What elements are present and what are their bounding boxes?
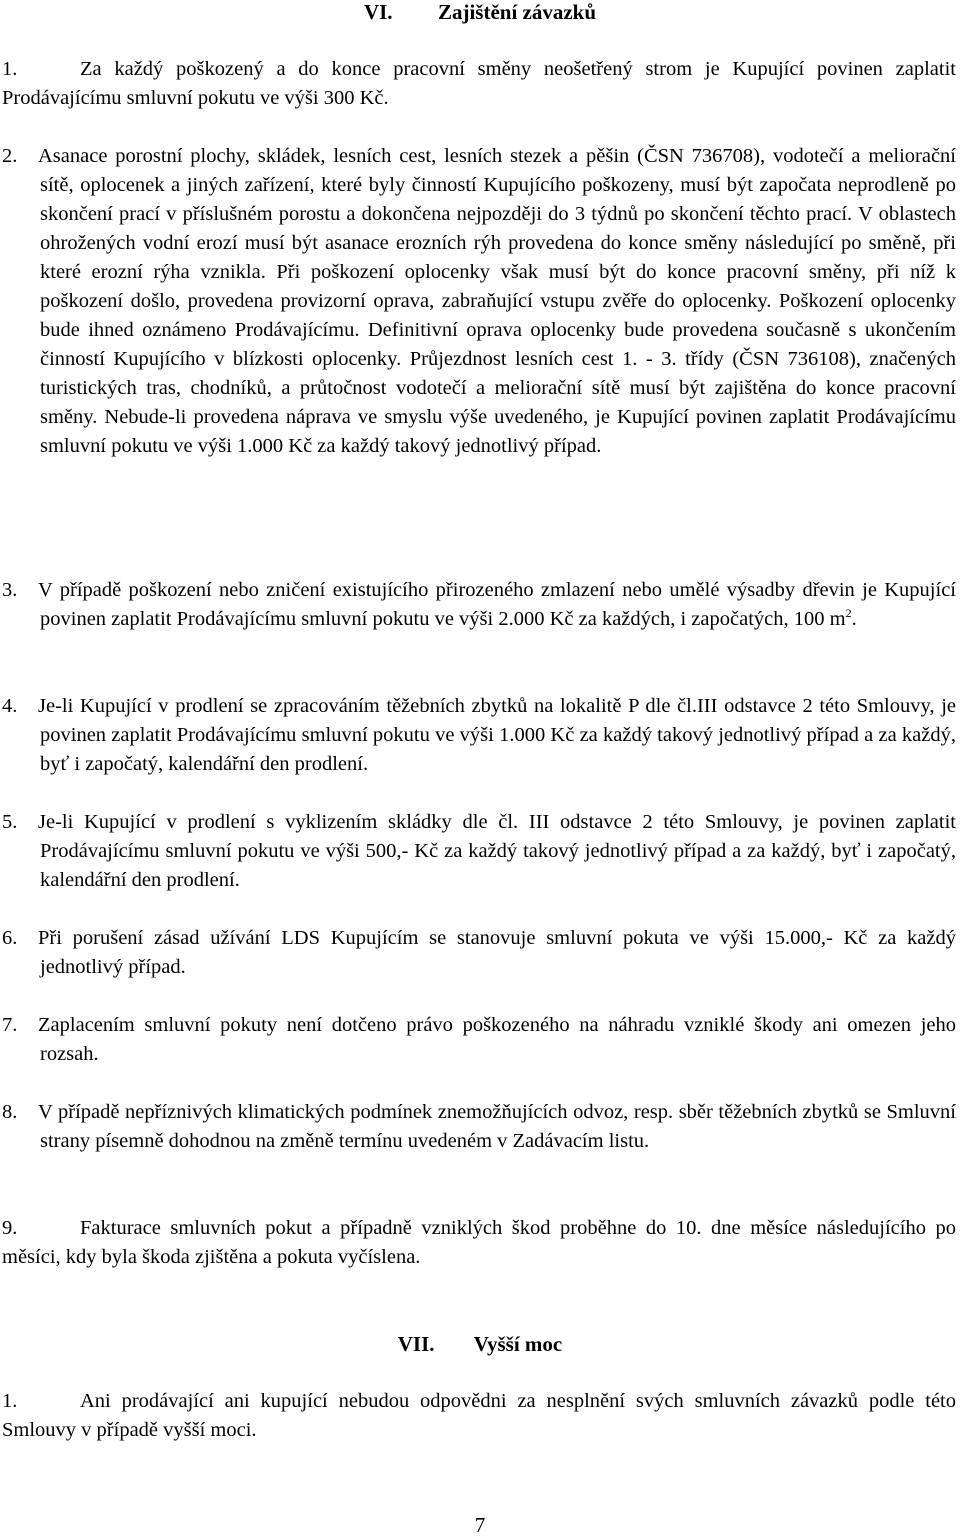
clause-5 — [2, 808, 956, 895]
clause-tail: . — [851, 608, 857, 630]
clause-6 — [2, 924, 956, 982]
section-number: VII. — [397, 1332, 435, 1356]
clause-text: Fakturace smluvních pokut a případně vzniklých škod proběhne do 10. dne měsíce následujícího po měsíci, kdy byla škoda zjištěna a pokuta vyčíslena. — [2, 1217, 956, 1268]
clause-number: 4. — [2, 695, 18, 717]
clause-9 — [2, 1214, 956, 1272]
clause-number: 5. — [2, 811, 18, 833]
clause-text: Za každý poškozený a do konce pracovní směny neošetřený strom je Kupující povinen zaplatit Prodávajícímu smluvní pokutu ve výši 300 Kč. — [2, 58, 956, 109]
section-heading-vii — [0, 1332, 960, 1356]
clause-number: 3. — [2, 579, 18, 601]
clause-number: 7. — [2, 1014, 18, 1036]
page-number: 7 — [474, 1513, 486, 1537]
clause-text: V případě poškození nebo zničení existujícího přirozeného zmlazení nebo umělé výsadby dřevin je Kupující povinen zaplatit Prodávajícímu smluvní pokutu ve výši 2.000 Kč za každých, i započatých, 100 m — [38, 579, 956, 630]
clause-text: Je-li Kupující v prodlení se zpracováním těžebních zbytků na lokalitě P dle čl.III odstavce 2 této Smlouvy, je povinen zaplatit Prodávajícímu smluvní pokutu ve výši 1.000 Kč za každý takový jednotlivý případ a za každý, byť i započatý, kalendářní den prodlení. — [38, 695, 956, 775]
clause-number: 8. — [2, 1101, 18, 1123]
clause-8 — [2, 1098, 956, 1156]
clause-number: 6. — [2, 927, 18, 949]
clause-2 — [2, 142, 956, 461]
clause-text: Při porušení zásad užívání LDS Kupujícím se stanovuje smluvní pokuta ve výši 15.000,- Kč za každý jednotlivý případ. — [38, 927, 956, 978]
clause-text: V případě nepříznivých klimatických podmínek znemožňujících odvoz, resp. sběr těžebních zbytků se Smluvní strany písemně dohodnou na změně termínu uvedeném v Zadávacím listu. — [38, 1101, 956, 1152]
clause-number: 1. — [2, 58, 18, 80]
clause-4 — [2, 692, 956, 779]
section-number: VI. — [363, 0, 393, 24]
clause-number: 2. — [2, 145, 18, 167]
section-heading-vi — [0, 0, 960, 24]
clause-text: Zaplacením smluvní pokuty není dotčeno právo poškozeného na náhradu vzniklé škody ani omezen jeho rozsah. — [38, 1014, 956, 1065]
clause-text: Asanace porostní plochy, skládek, lesních cest, lesních stezek a pěšin (ČSN 736708), vodotečí a meliorační sítě, oplocenek a jiných zařízení, které byly činností Kupujícího poškozeny, musí být započata neprodleně po skončení prací v příslušném porostu a dokončena nejpozději do 3 týdnů po skončení těchto prací. V oblastech ohrožených vodní erozí musí být asanace erozních rýh provedena do konce směny následující po směně, při které erozní rýha vznikla. Při poškození oplocenky však musí být do konce pracovní směny, při níž k poškození došlo, provedena provizorní oprava, zabraňující vstupu zvěře do oplocenky. Poškození oplocenky bude ihned oznámeno Prodávajícímu. Definitivní oprava oplocenky bude provedena současně s ukončením činností Kupujícího v blízkosti oplocenky. Průjezdnost lesních cest 1. - 3. třídy (ČSN 736108), značených turistických tras, chodníků, a průtočnost vodotečí a meliorační sítě musí být zajištěna do konce pracovní směny. Nebude-li provedena náprava ve smyslu výše uvedeného, je Kupující povinen zaplatit Prodávajícímu smluvní pokutu ve výši 1.000 Kč za každý takový jednotlivý případ. — [38, 145, 956, 457]
clause-7 — [2, 1011, 956, 1069]
clause-text: Ani prodávající ani kupující nebudou odpovědni za nesplnění svých smluvních závazků podle této Smlouvy v případě vyšší moci. — [2, 1390, 956, 1441]
superscript: 2 — [845, 606, 852, 620]
clause-number: 1. — [2, 1390, 18, 1412]
section-title: Vyšší moc — [473, 1332, 563, 1356]
clause-vii-1 — [2, 1387, 956, 1445]
clause-3 — [2, 576, 956, 634]
clause-1 — [2, 55, 956, 113]
clause-number: 9. — [2, 1217, 18, 1239]
clause-text: Je-li Kupující v prodlení s vyklizením skládky dle čl. III odstavce 2 této Smlouvy, je povinen zaplatit Prodávajícímu smluvní pokutu ve výši 500,- Kč za každý takový jednotlivý případ a za každý, byť i započatý, kalendářní den prodlení. — [38, 811, 956, 891]
section-title: Zajištění závazků — [437, 0, 597, 24]
